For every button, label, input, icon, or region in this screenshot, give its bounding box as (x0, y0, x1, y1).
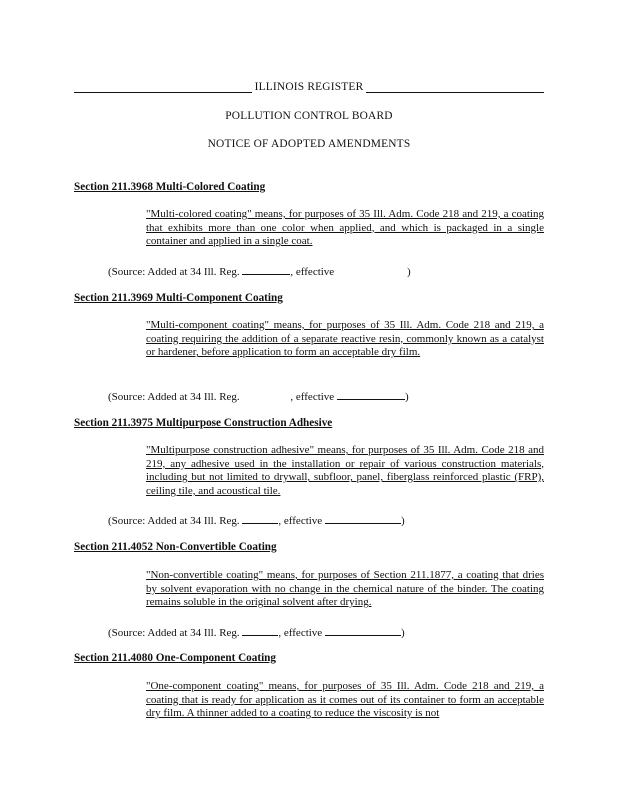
register-page-blank (242, 513, 278, 524)
section-definition: "Multi-component coating" means, for purposes of 35 Ill. Adm. Code 218 and 219, a coating requiring the addition of a separate reactive resin, commonly known as a catalyst or hardener, before application to form an acceptable dry film. (146, 319, 544, 359)
source-effective: , effective (278, 627, 323, 639)
source-suffix: ) (406, 266, 411, 278)
register-page-blank (242, 625, 278, 636)
source-prefix: (Source: Added at 34 Ill. Reg. (108, 391, 240, 403)
section-definition: "Multi-colored coating" means, for purposes of 35 Ill. Adm. Code 218 and 219, a coating that exhibits more than one color when applied, and which is packaged in a single container and applied in a single coat. (146, 208, 544, 248)
source-note (108, 389, 409, 403)
effective-date-blank (325, 625, 401, 636)
effective-date-blank (337, 389, 405, 400)
source-suffix: ) (400, 627, 405, 639)
source-suffix: ) (404, 391, 409, 403)
source-note (108, 264, 411, 278)
register-header (74, 81, 544, 95)
effective-date-blank (325, 513, 401, 524)
notice-title: NOTICE OF ADOPTED AMENDMENTS (207, 138, 411, 150)
source-note (108, 625, 405, 639)
section-heading: Section 211.3969 Multi-Component Coating (74, 292, 283, 304)
register-page-blank (242, 264, 290, 275)
section-definition: "One-component coating" means, for purposes of 35 Ill. Adm. Code 218 and 219, a coating that is ready for application as it comes out of its container to form an acceptable dry film. A thinner added to a coating to reduce the viscosity is not (146, 680, 544, 720)
section-heading: Section 211.3975 Multipurpose Construction Adhesive (74, 417, 333, 429)
source-prefix: (Source: Added at 34 Ill. Reg. (108, 515, 240, 527)
source-effective: , effective (278, 515, 323, 527)
agency-name: POLLUTION CONTROL BOARD (225, 110, 393, 122)
section-definition: "Multipurpose construction adhesive" means, for purposes of 35 Ill. Adm. Code 218 and 219, any adhesive used in the installation or repair of various construction materials, including but not limited to drywall, subfloor, panel, fiberglass reinforced plastic (FRP), ceiling tile, and acoustical tile. (146, 444, 544, 497)
source-effective: , effective (290, 266, 335, 278)
section-heading: Section 211.4080 One-Component Coating (74, 652, 277, 664)
source-effective: , effective (290, 391, 335, 403)
section-definition: "Non-convertible coating" means, for purposes of Section 211.1877, a coating that dries by solvent evaporation with no change in the chemical nature of the binder. The coating remains soluble in the original solvent after drying. (146, 569, 544, 609)
register-title: ILLINOIS REGISTER (252, 81, 367, 93)
section-heading: Section 211.4052 Non-Convertible Coating (74, 541, 277, 553)
source-suffix: ) (400, 515, 405, 527)
source-note (108, 513, 405, 527)
source-prefix: (Source: Added at 34 Ill. Reg. (108, 266, 240, 278)
section-heading: Section 211.3968 Multi-Colored Coating (74, 181, 266, 193)
register-page-blank (242, 389, 290, 400)
effective-date-blank (337, 264, 407, 275)
source-prefix: (Source: Added at 34 Ill. Reg. (108, 627, 240, 639)
